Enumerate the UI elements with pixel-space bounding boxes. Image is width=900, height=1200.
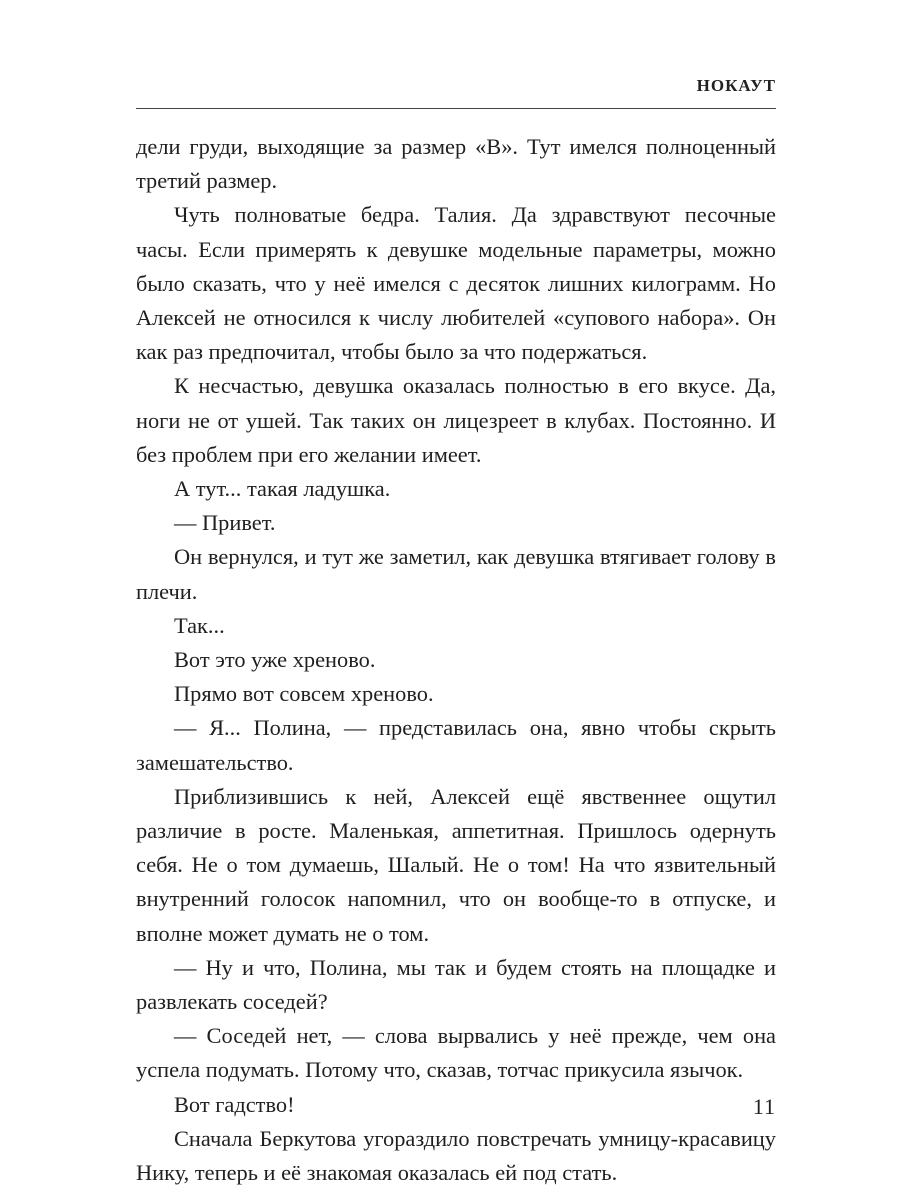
header-rule [136, 108, 776, 109]
paragraph: Чуть полноватые бедра. Талия. Да здравствуют песочные часы. Если примерять к девушке модельные параметры, можно было сказать, что у неё имелся с десяток лишних килограмм. Но Алексей не относился к числу любителей «супового набора». Он как раз предпочитал, чтобы было за что подержаться. [136, 202, 776, 365]
paragraph: — Привет. [174, 510, 276, 536]
paragraph: — Ну и что, Полина, мы так и будем стоять на площадке и развлекать соседей? [136, 954, 776, 1015]
body-text [136, 130, 776, 1190]
paragraph: Так... [174, 612, 225, 638]
paragraph: — Я... Полина, — представилась она, явно чтобы скрыть замешательство. [136, 715, 776, 775]
paragraph: Прямо вот совсем хреново. [174, 681, 434, 707]
paragraph: Вот это уже хреново. [174, 647, 376, 673]
paragraph: Он вернулся, и тут же заметил, как девушка втягивает голову в плечи. [136, 544, 776, 604]
page-number: 11 [752, 1094, 776, 1119]
paragraph: дели груди, выходящие за размер «В». Тут имелся полноценный третий размер. [136, 134, 776, 194]
paragraph: Сначала Беркутова угораздило повстречать умницу-красавицу Нику, теперь и её знакомая оказалась ей под стать. [136, 1125, 776, 1186]
paragraph: Приблизившись к ней, Алексей ещё явственнее ощутил различие в росте. Маленькая, аппетитная. Пришлось одернуть себя. Не о том думаешь, Шалый. Не о том! На что язвительный внутренний голосок напомнил, что он вообще-то в отпуске, и вполне может думать не о том. [136, 783, 776, 946]
paragraph: А тут... такая ладушка. [174, 476, 391, 502]
running-head-title: НОКАУТ [696, 76, 776, 95]
paragraph: К несчастью, девушка оказалась полностью в его вкусе. Да, ноги не от ушей. Так таких он лицезреет в клубах. Постоянно. И без проблем при его желании имеет. [136, 373, 776, 467]
paragraph: Вот гадство! [174, 1091, 295, 1117]
paragraph: — Соседей нет, — слова вырвались у неё прежде, чем она успела подумать. Потому что, сказав, тотчас прикусила язычок. [136, 1023, 776, 1083]
